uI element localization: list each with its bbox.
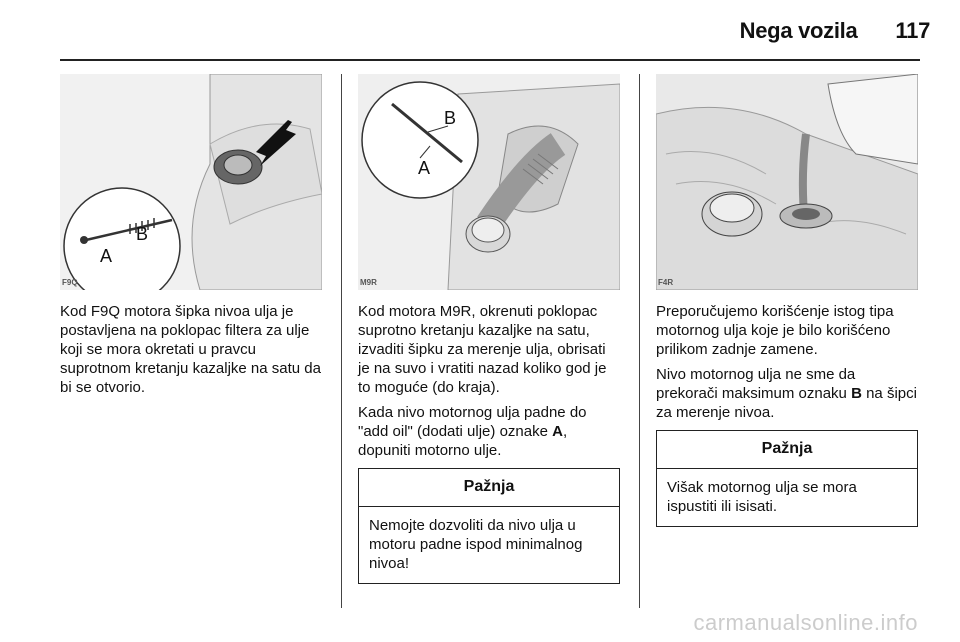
paragraph-text: Nivo motornog ulja ne sme da prekorači maksimum oznaku (656, 366, 856, 402)
detail-circle (362, 82, 478, 198)
paragraph (358, 403, 620, 460)
figure-f9q (60, 74, 322, 290)
engine-illustration-f4r (656, 74, 918, 290)
engine-illustration-m9r (358, 74, 620, 290)
mark-label-b: B (851, 385, 862, 402)
paragraph: Kod F9Q motora šipka nivoa ulja je postavljena na poklopac filtera za ulje koji se mora okretati u pravcu suprotnom kretanju kazaljke na satu da bi se otvorio. (60, 303, 321, 396)
column-divider-1 (341, 74, 342, 608)
page-number: 117 (895, 18, 930, 43)
notice-title: Pažnja (359, 469, 619, 507)
engine-illustration-f9q (60, 74, 322, 290)
mark-label-a: A (552, 423, 563, 440)
paragraph-text: , dopuniti motorno ulje. (358, 423, 568, 459)
paragraph-text: Kada nivo motornog ulja padne do "add oil" (dodati ulje) oznake (358, 404, 587, 440)
notice-body: Nemojte dozvoliti da nivo ulja u motoru padne ispod minimalnog nivoa! (369, 517, 583, 572)
paragraph-text: na šipci za merenje nivoa. (656, 385, 917, 421)
column-divider-2 (639, 74, 640, 608)
column-3 (656, 74, 918, 527)
column-2 (358, 74, 620, 584)
page-header (730, 18, 930, 44)
figure-code: M9R (360, 278, 377, 287)
label-a: A (418, 158, 431, 178)
figure-f4r (656, 74, 918, 290)
notice-title: Pažnja (657, 431, 917, 469)
label-b: B (444, 108, 457, 128)
header-rule (60, 59, 920, 61)
watermark: carmanualsonline.info (693, 610, 918, 635)
notice-body: Višak motornog ulja se mora ispustiti ili isisati. (667, 479, 857, 515)
paragraph: Preporučujemo korišćenje istog tipa motornog ulja koje je bilo korišćeno prilikom zadnje zamene. (656, 303, 894, 358)
paragraph: Kod motora M9R, okrenuti poklopac suprotno kretanju kazaljke na satu, izvaditi šipku za merenje ulja, obrisati je na suvo i vratiti nazad koliko god je to moguće (do kraja). (358, 303, 607, 396)
figure-code: F4R (658, 278, 674, 287)
label-b: B (136, 224, 149, 244)
section-title: Nega vozila (739, 18, 858, 43)
notice-box (656, 430, 918, 527)
figure-m9r (358, 74, 620, 290)
paragraph (656, 365, 918, 422)
label-a: A (100, 246, 113, 266)
figure-code: F9Q (62, 278, 78, 287)
column-1 (60, 74, 322, 403)
notice-box (358, 468, 620, 584)
